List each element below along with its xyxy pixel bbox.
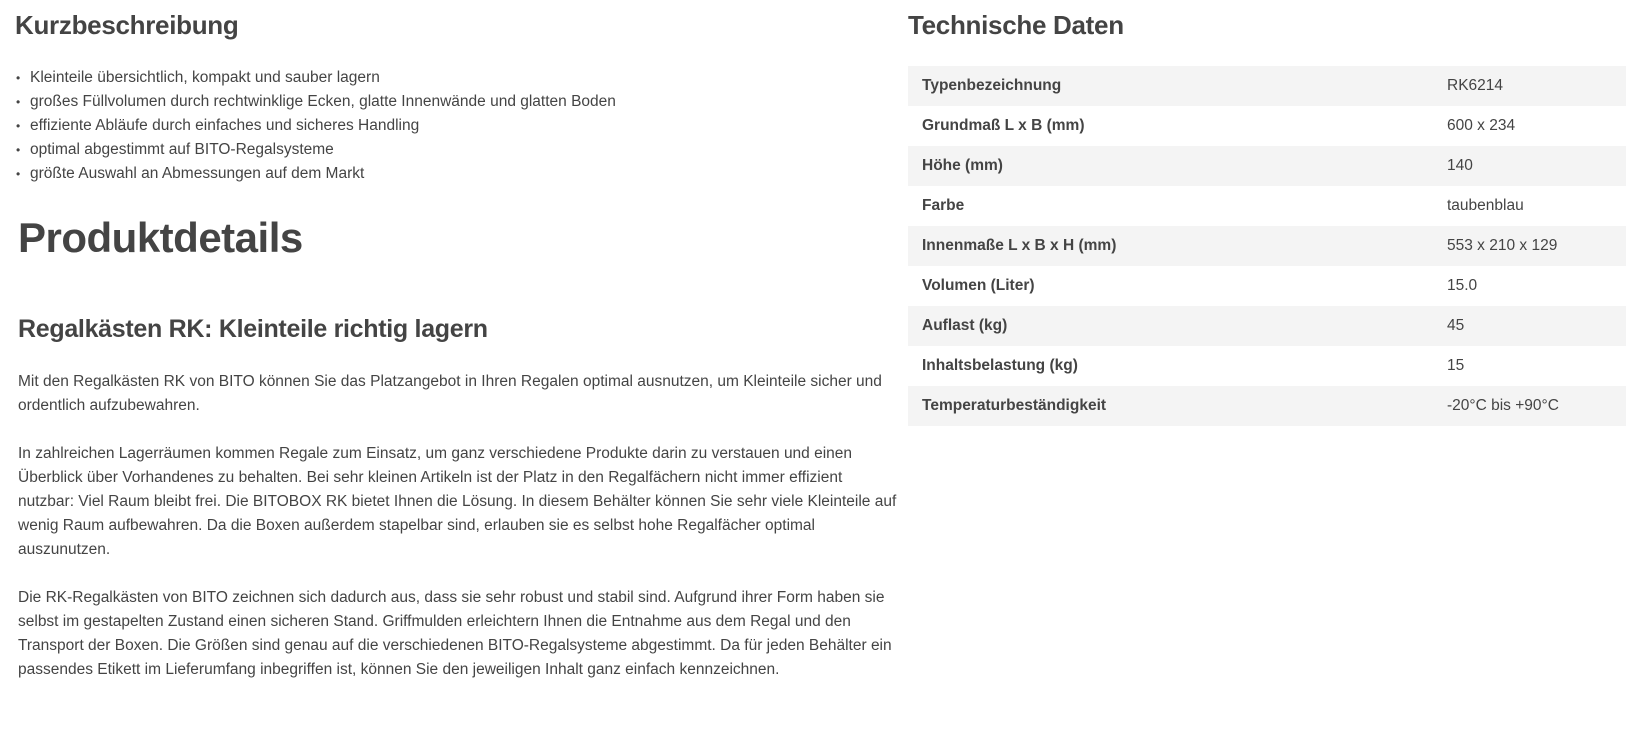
description-paragraph: Mit den Regalkästen RK von BITO können Sie das Platzangebot in Ihren Regalen optimal ausnutzen, um Kleinteile sicher und ordentlich aufzubewahren. — [18, 373, 882, 414]
table-row — [908, 266, 1626, 306]
table-row — [908, 66, 1626, 106]
description-paragraph: In zahlreichen Lagerräumen kommen Regale zum Einsatz, um ganz verschiedene Produkte darin zu verstauen und einen Überblick über Vorhandenes zu behalten. Bei sehr kleinen Artikeln ist der Platz in den Regalfächern nicht immer effizient nutzbar: Viel Raum bleibt frei. Die BITOBOX RK bietet Ihnen die Lösung. In diesem Behälter können Sie sehr viele Kleinteile auf wenig Raum aufbewahren. Da die Boxen außerdem stapelbar sind, erlauben sie es selbst hohe Regalfächer optimal auszunutzen. — [18, 445, 897, 558]
list-item: • großes Füllvolumen durch rechtwinklige Ecken, glatte Innenwände und glatten Boden — [15, 90, 616, 114]
description-paragraph: Die RK-Regalkästen von BITO zeichnen sich dadurch aus, dass sie sehr robust und stabil sind. Aufgrund ihrer Form haben sie selbst im gestapelten Zustand einen sicheren Stand. Griffmulden erleichtern Ihnen die Entnahme aus dem Regal und den Transport der Boxen. Die Größen sind genau auf die verschiedenen BITO-Regalsysteme abgestimmt. Da für jeden Behälter ein passendes Etikett im Lieferumfang inbegriffen ist, können Sie den jeweiligen Inhalt ganz einfach kennzeichnen. — [18, 589, 892, 678]
kurzbeschreibung-heading: Kurzbeschreibung — [15, 10, 239, 40]
table-row — [908, 186, 1626, 226]
list-item: • größte Auswahl an Abmessungen auf dem Markt — [15, 162, 616, 186]
product-description — [18, 370, 898, 706]
list-item: • effiziente Abläufe durch einfaches und sicheres Handling — [15, 114, 616, 138]
spec-value: taubenblau — [1447, 197, 1524, 214]
spec-value: 553 x 210 x 129 — [1447, 237, 1558, 254]
table-row — [908, 346, 1626, 386]
technical-data-table — [908, 66, 1626, 426]
spec-label: Inhaltsbelastung (kg) — [922, 357, 1078, 374]
spec-label: Volumen (Liter) — [922, 277, 1035, 294]
produktdetails-heading: Produktdetails — [18, 214, 303, 261]
feature-list — [15, 66, 616, 186]
technische-daten-heading: Technische Daten — [908, 10, 1124, 40]
spec-value: 600 x 234 — [1447, 117, 1516, 134]
spec-value: 45 — [1447, 317, 1465, 334]
table-row — [908, 386, 1626, 426]
spec-label: Grundmaß L x B (mm) — [922, 117, 1085, 134]
spec-value: 15.0 — [1447, 277, 1478, 294]
spec-value: RK6214 — [1447, 77, 1504, 94]
spec-value: 140 — [1447, 157, 1473, 174]
list-item: • optimal abgestimmt auf BITO-Regalsysteme — [15, 138, 616, 162]
list-item: • Kleinteile übersichtlich, kompakt und sauber lagern — [15, 66, 616, 90]
product-subtitle: Regalkästen RK: Kleinteile richtig lagern — [18, 315, 488, 343]
spec-label: Typenbezeichnung — [922, 77, 1062, 94]
table-row — [908, 306, 1626, 346]
table-row — [908, 146, 1626, 186]
spec-value: 15 — [1447, 357, 1465, 374]
table-row — [908, 226, 1626, 266]
spec-label: Auflast (kg) — [922, 317, 1008, 334]
spec-label: Höhe (mm) — [922, 157, 1003, 174]
table-row — [908, 106, 1626, 146]
spec-value: -20°C bis +90°C — [1447, 397, 1559, 414]
spec-label: Temperaturbeständigkeit — [922, 397, 1107, 414]
spec-label: Farbe — [922, 197, 965, 214]
spec-label: Innenmaße L x B x H (mm) — [922, 237, 1117, 254]
